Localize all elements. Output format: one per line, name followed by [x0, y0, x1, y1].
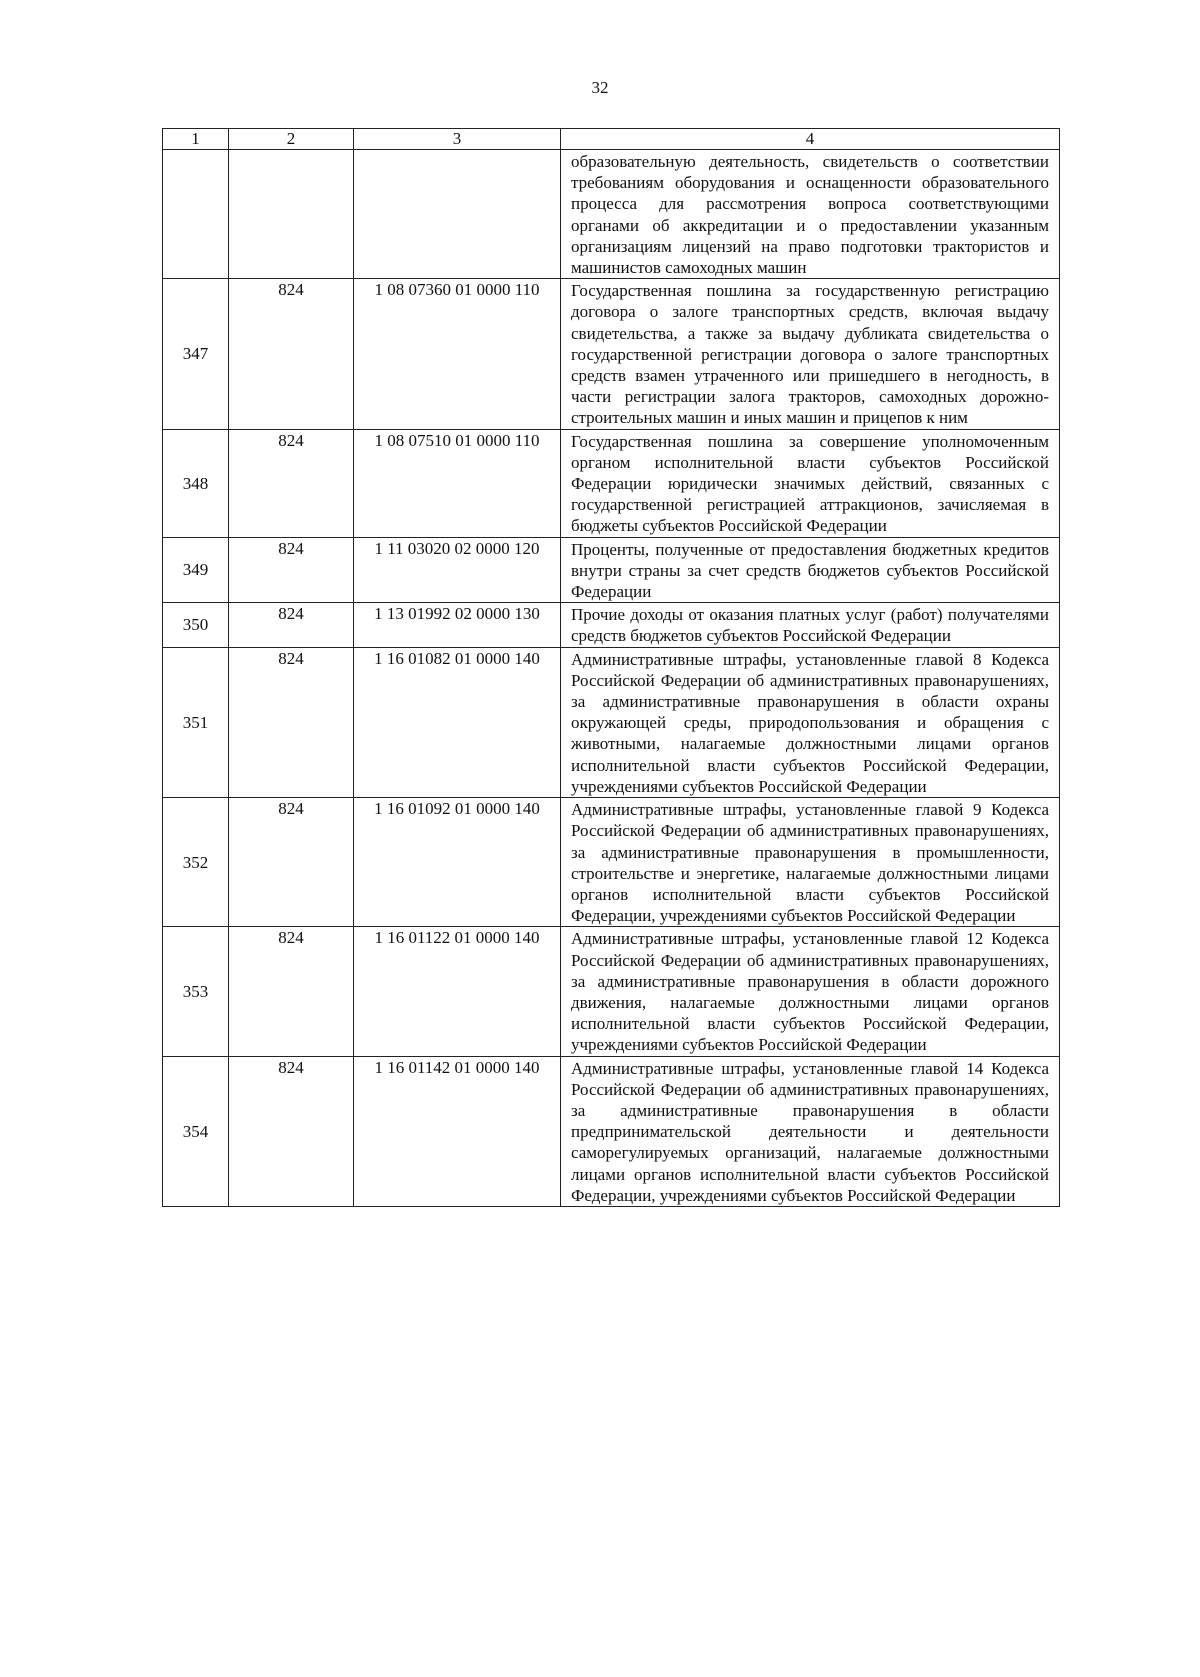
revenue-description: Административные штрафы, установленные главой 9 Кодекса Российской Федерации об административных правонарушениях, за административные правонарушения в промышленности, строительстве и энергетике, налагаемые должностными лицами органов исполнительной власти субъектов Российской Федерации, учреждениями субъектов Российской Федерации — [561, 798, 1060, 927]
table-row — [163, 279, 1060, 429]
row-number: 347 — [163, 279, 229, 429]
revenue-code: 1 08 07510 01 0000 110 — [354, 429, 561, 537]
column-header: 3 — [354, 129, 561, 150]
revenue-code-table — [162, 128, 1060, 1207]
revenue-code — [354, 150, 561, 279]
admin-code: 824 — [229, 647, 354, 797]
admin-code: 824 — [229, 279, 354, 429]
row-number: 353 — [163, 927, 229, 1056]
table-row — [163, 429, 1060, 537]
table-row — [163, 150, 1060, 279]
column-header: 1 — [163, 129, 229, 150]
page-number: 32 — [591, 78, 609, 97]
admin-code: 824 — [229, 537, 354, 603]
admin-code: 824 — [229, 429, 354, 537]
row-number: 350 — [163, 603, 229, 647]
admin-code: 824 — [229, 1056, 354, 1206]
row-number — [163, 150, 229, 279]
revenue-description: Проценты, полученные от предоставления бюджетных кредитов внутри страны за счет средств бюджетов субъектов Российской Федерации — [561, 537, 1060, 603]
table-row — [163, 603, 1060, 647]
revenue-description: Административные штрафы, установленные главой 8 Кодекса Российской Федерации об административных правонарушениях, за административные правонарушения в области охраны окружающей среды, природопользования и обращения с животными, налагаемые должностными лицами органов исполнительной власти субъектов Российской Федерации, учреждениями субъектов Российской Федерации — [561, 647, 1060, 797]
admin-code: 824 — [229, 927, 354, 1056]
revenue-code: 1 16 01142 01 0000 140 — [354, 1056, 561, 1206]
revenue-description: Прочие доходы от оказания платных услуг (работ) получателями средств бюджетов субъектов Российской Федерации — [561, 603, 1060, 647]
column-header: 4 — [561, 129, 1060, 150]
row-number: 349 — [163, 537, 229, 603]
table-row — [163, 647, 1060, 797]
revenue-description: Государственная пошлина за совершение уполномоченным органом исполнительной власти субъектов Российской Федерации юридически значимых действий, связанных с государственной регистрацией аттракционов, зачисляемая в бюджеты субъектов Российской Федерации — [561, 429, 1060, 537]
admin-code: 824 — [229, 603, 354, 647]
row-number: 348 — [163, 429, 229, 537]
row-number: 351 — [163, 647, 229, 797]
table-row — [163, 1056, 1060, 1206]
revenue-code: 1 13 01992 02 0000 130 — [354, 603, 561, 647]
revenue-code: 1 16 01122 01 0000 140 — [354, 927, 561, 1056]
revenue-description: образовательную деятельность, свидетельств о соответствии требованиям оборудования и оснащенности образовательного процесса для рассмотрения вопроса соответствующими органами об аккредитации и о предоставлении указанным организациям лицензий на право подготовки трактористов и машинистов самоходных машин — [561, 150, 1060, 279]
admin-code: 824 — [229, 798, 354, 927]
revenue-code: 1 11 03020 02 0000 120 — [354, 537, 561, 603]
revenue-code: 1 16 01082 01 0000 140 — [354, 647, 561, 797]
revenue-code: 1 16 01092 01 0000 140 — [354, 798, 561, 927]
table-header-row — [163, 129, 1060, 150]
column-header: 2 — [229, 129, 354, 150]
revenue-description: Государственная пошлина за государственную регистрацию договора о залоге транспортных средств, включая выдачу свидетельства, а также за выдачу дубликата свидетельства о государственной регистрации договора о залоге транспортных средств взамен утраченного или пришедшего в негодность, в части регистрации залога тракторов, самоходных дорожно-строительных машин и иных машин и прицепов к ним — [561, 279, 1060, 429]
revenue-description: Административные штрафы, установленные главой 14 Кодекса Российской Федерации об административных правонарушениях, за административные правонарушения в области предпринимательской деятельности и деятельности саморегулируемых организаций, налагаемые должностными лицами органов исполнительной власти субъектов Российской Федерации, учреждениями субъектов Российской Федерации — [561, 1056, 1060, 1206]
admin-code — [229, 150, 354, 279]
row-number: 354 — [163, 1056, 229, 1206]
revenue-description: Административные штрафы, установленные главой 12 Кодекса Российской Федерации об административных правонарушениях, за административные правонарушения в области дорожного движения, налагаемые должностными лицами органов исполнительной власти субъектов Российской Федерации, учреждениями субъектов Российской Федерации — [561, 927, 1060, 1056]
table-row — [163, 927, 1060, 1056]
revenue-code: 1 08 07360 01 0000 110 — [354, 279, 561, 429]
table-row — [163, 798, 1060, 927]
row-number: 352 — [163, 798, 229, 927]
table-row — [163, 537, 1060, 603]
